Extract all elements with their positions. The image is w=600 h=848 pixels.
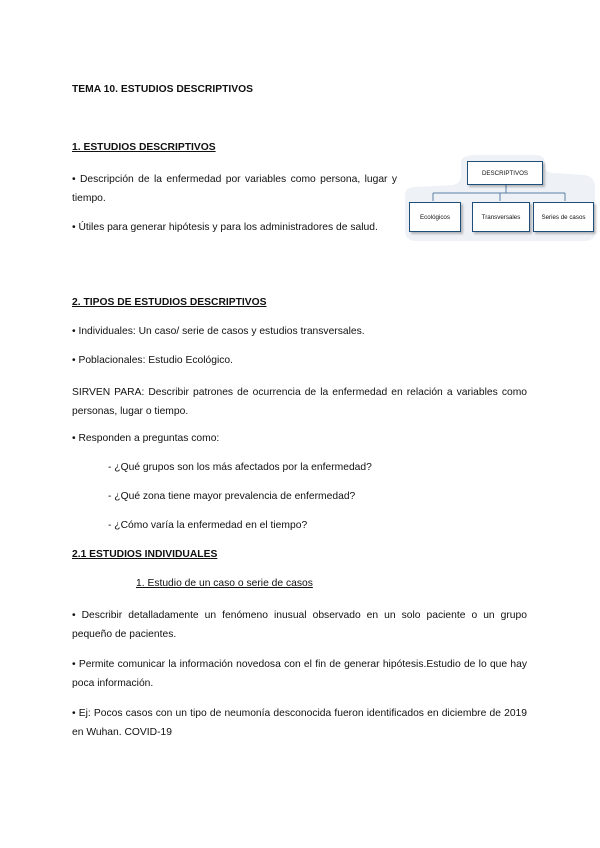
section-2-heading: 2. TIPOS DE ESTUDIOS DESCRIPTIVOS — [72, 297, 267, 308]
section-1-heading: 1. ESTUDIOS DESCRIPTIVOS — [72, 142, 216, 153]
question-3: - ¿Cómo varía la enfermedad en el tiempo? — [108, 520, 308, 531]
section-2-1-bullet-1: • Describir detalladamente un fenómeno inusual observado en un solo paciente o un grupo pequeño de pacientes. — [72, 610, 527, 640]
diagram-root-box: DESCRIPTIVOS — [467, 161, 543, 185]
section-2-1-bullet-2: • Permite comunicar la información novedosa con el fin de generar hipótesis.Estudio de lo que hay poca información. — [72, 659, 527, 689]
diagram-box-ecologicos: Ecológicos — [409, 202, 461, 232]
section-1-bullet-1: • Descripción de la enfermedad por variables como persona, lugar y tiempo. — [72, 174, 397, 204]
section-2-bullet-3: • Responden a preguntas como: — [72, 433, 220, 444]
section-1-bullet-2: • Útiles para generar hipótesis y para los administradores de salud. — [72, 222, 378, 233]
section-2-bullet-1: • Individuales: Un caso/ serie de casos y estudios transversales. — [72, 326, 365, 337]
section-2-1-heading: 2.1 ESTUDIOS INDIVIDUALES — [72, 549, 218, 560]
question-2: - ¿Qué zona tiene mayor prevalencia de enfermedad? — [108, 491, 356, 502]
section-2-1-bullet-3: • Ej: Pocos casos con un tipo de neumonía desconocida fueron identificados en diciembre de 2019 en Wuhan. COVID-19 — [72, 708, 527, 738]
descriptive-studies-diagram — [405, 153, 595, 241]
diagram-box-series-de-casos: Series de casos — [533, 202, 594, 232]
section-2-1-subheading: 1. Estudio de un caso o serie de casos — [136, 578, 313, 589]
diagram-box-transversales: Transversales — [472, 202, 530, 232]
section-2-bullet-2: • Poblacionales: Estudio Ecológico. — [72, 355, 234, 366]
question-1: - ¿Qué grupos son los más afectados por la enfermedad? — [108, 462, 372, 473]
document-title: TEMA 10. ESTUDIOS DESCRIPTIVOS — [72, 84, 253, 95]
section-2-sirven-para: SIRVEN PARA: Describir patrones de ocurrencia de la enfermedad en relación a variables como personas, lugar o tiempo. — [72, 387, 527, 417]
